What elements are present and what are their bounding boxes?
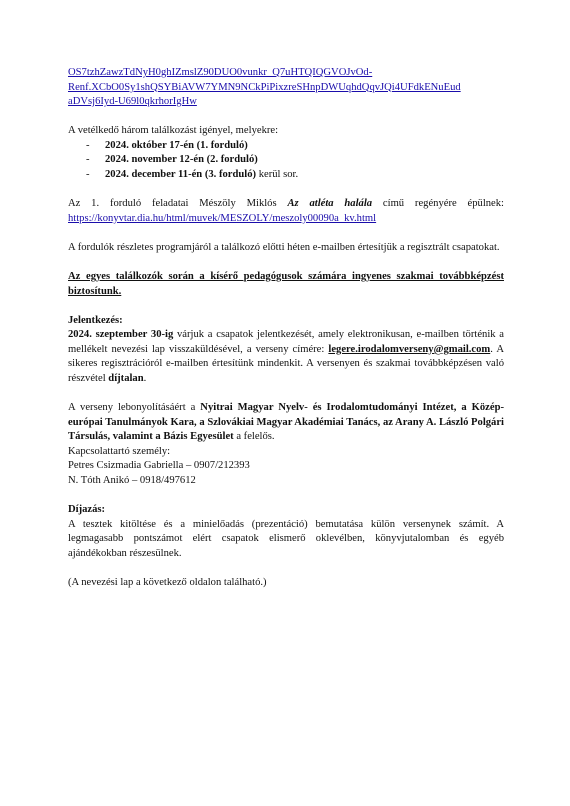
contest-email-link[interactable]: legere.irodalomverseny@gmail.com	[328, 343, 491, 355]
contact-label: Kapcsolattartó személy:	[68, 445, 171, 457]
awards-paragraph: A tesztek kitöltése és a minielőadás (prezentáció) bemutatása külön versenynek számít. A legmagasabb pontszámot elért csapatok elismerő oklevélben, könyvjutalomban és egyéb ajándékokban részesülnek.	[68, 518, 504, 559]
next-page-note: (A nevezési lap a következő oldalon található.)	[68, 577, 267, 589]
meeting-item: - 2024. október 17-én (1. forduló)	[86, 139, 248, 151]
contact-person: N. Tóth Anikó – 0918/497612	[68, 475, 196, 487]
novel-link[interactable]: https://konyvtar.dia.hu/html/muvek/MESZOLY/meszoly00090a_kv.html	[68, 212, 377, 224]
registration-deadline: 2024. szeptember 30-ig	[68, 329, 174, 341]
meetings-list	[68, 139, 504, 183]
registration-heading: Jelentkezés:	[68, 314, 123, 326]
details-paragraph: A fordulók részletes programjáról a találkozó előtti héten e-mailben értesítjük a regisztrált csapatokat.	[68, 241, 500, 253]
registration-form-link[interactable]: OS7tzhZawzTdNyH0ghIZmslZ90DUO0vunkr_Q7uHTQIQGVOJvOd- Renf.XCbO0Sy1shQSYBiAVW7YMN9NCkPiPixzreSHnpDWUqhdQqvJQi4UFdkENuEud aDVsj6Iyd-U69l0qkrhorIgHw	[68, 67, 461, 108]
registration-paragraph: 2024. szeptember 30-ig várjuk a csapatok jelentkezését, amely elektronikusan, e-mailben történik a mellékelt nevezési lap visszaküldésével, a verseny címére: legere.irodalomverseny@gmail.com. A sikeres regisztrációról e-mailben értesítünk mindenkit. A versenyen és szakmai továbbképzésen való részvétel díjtalan.	[68, 329, 505, 384]
round1-paragraph: Az 1. forduló feladatai Mészöly Miklós Az atléta halála című regényére épülnek: https://konyvtar.dia.hu/html/muvek/MESZOLY/meszoly00090a_kv.html	[68, 198, 504, 224]
meeting-item: - 2024. december 11-én (3. forduló) kerül sor.	[86, 169, 299, 181]
meetings-intro: A vetélkedő három találkozást igényel, melyekre:	[68, 125, 279, 137]
document-body	[68, 66, 504, 591]
contact-person: Petres Csizmadia Gabriella – 0907/212393	[68, 460, 250, 472]
meeting-item: - 2024. november 12-én (2. forduló)	[86, 154, 258, 166]
organizers-paragraph: A verseny lebonyolításáért a Nyitrai Magyar Nyelv- és Irodalomtudományi Intézet, a Közép-európai Tanulmányok Kara, a Szlovákiai Magyar Akadémiai Tanács, az Arany A. László Polgári Társulás, valamint a Bázis Egyesület a felelős.	[68, 402, 504, 443]
novel-title: Az atléta halála	[287, 198, 373, 210]
awards-heading: Díjazás:	[68, 504, 106, 516]
training-notice: Az egyes találkozók során a kísérő pedagógusok számára ingyenes szakmai továbbképzést biztosítunk.	[68, 270, 504, 297]
organizer-list: Nyitrai Magyar Nyelv- és Irodalomtudományi Intézet, a Közép-európai Tanulmányok Kara, a Szlovákiai Magyar Akadémiai Tanács, az Arany A. László Polgári Társulás, valamint a Bázis Egyesület	[68, 402, 504, 443]
